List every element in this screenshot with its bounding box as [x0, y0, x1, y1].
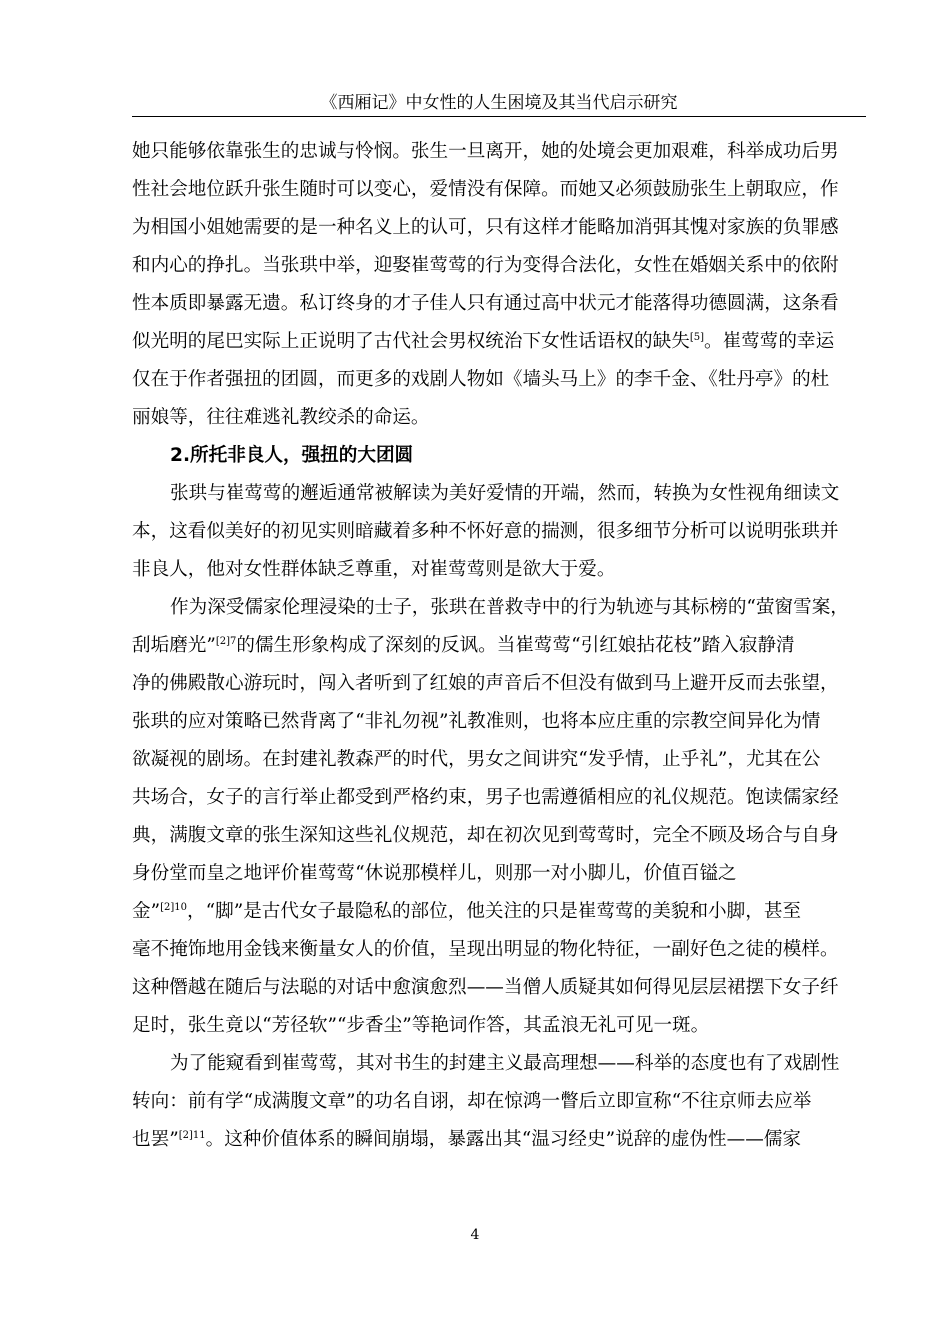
- text-line: 转向：前有学“成满腹文章”的功名自诩，却在惊鸿一瞥后立即宣称“不往京师去应举: [132, 1091, 812, 1112]
- text-line: 张珙的应对策略已然背离了“非礼勿视”礼教准则，也将本应庄重的宗教空间异化为情: [132, 711, 821, 732]
- text-line: 和内心的挣扎。当张珙中举，迎娶崔莺莺的行为变得合法化，女性在婚姻关系中的依附: [132, 255, 839, 276]
- citation: [2]10: [160, 902, 187, 913]
- text-line: 共场合，女子的言行举止都受到严格约束，男子也需遵循相应的礼仪规范。饱读儒家经: [132, 787, 839, 808]
- text-line: 金”$^{[2]10}$，“脚”是古代女子最隐私的部位，他关注的只是崔莺莺的美貌和小脚，甚至: [132, 901, 802, 922]
- text-line: 刮垢磨光”$^{[2]7}$的儒生形象构成了深刻的反讽。当崔莺莺“引红娘拈花枝”踏入寂静清: [132, 635, 795, 656]
- section-heading: 2.所托非良人，强扭的大团圆: [170, 445, 414, 466]
- text-line: 典，满腹文章的张生深知这些礼仪规范，却在初次见到莺莺时，完全不顾及场合与自身: [132, 825, 839, 846]
- text-line: 净的佛殿散心游玩时，闯入者听到了红娘的声音后不但没有做到马上避开反而去张望，: [132, 673, 839, 694]
- text-line: 作为深受儒家伦理浸染的士子，张珙在普救寺中的行为轨迹与其标榜的“萤窗雪案，: [170, 597, 849, 618]
- text-line: 本，这看似美好的初见实则暗藏着多种不怀好意的揣测，很多细节分析可以说明张珙并: [132, 521, 839, 542]
- text-line: 欲凝视的剧场。在封建礼教森严的时代，男女之间讲究“发乎情，止乎礼”，尤其在公: [132, 749, 821, 770]
- text-line: 足时，张生竟以“芳径软”“步香尘”等艳词作答，其孟浪无礼可见一斑。: [132, 1015, 710, 1036]
- text-line: 仅在于作者强扭的团圆，而更多的戏剧人物如《墙头马上》的李千金、《牡丹亭》的杜: [132, 369, 830, 390]
- text-line: 似光明的尾巴实际上正说明了古代社会男权统治下女性话语权的缺失[5]。崔莺莺的幸运: [132, 331, 835, 352]
- running-header: 《西厢记》中女性的人生困境及其当代启示研究: [320, 93, 678, 113]
- citation: [5]: [689, 332, 704, 343]
- text-line: 丽娘等，往往难逃礼教绞杀的命运。: [132, 407, 430, 428]
- text-line: 也罢”$^{[2]11}$。这种价值体系的瞬间崩塌，暴露出其“温习经史”说辞的虚伪性——儒家: [132, 1129, 802, 1150]
- text-line: 张珙与崔莺莺的邂逅通常被解读为美好爱情的开端，然而，转换为女性视角细读文: [170, 483, 840, 504]
- text-line: 她只能够依靠张生的忠诚与怜悯。张生一旦离开，她的处境会更加艰难，科举成功后男: [132, 141, 839, 162]
- text-line: 为相国小姐她需要的是一种名义上的认可，只有这样才能略加消弭其愧对家族的负罪感: [132, 217, 839, 238]
- text-line: 这种僭越在随后与法聪的对话中愈演愈烈——当僧人质疑其如何得见层层裙摆下女子纤: [132, 977, 839, 998]
- text-line: 性本质即暴露无遗。私订终身的才子佳人只有通过高中状元才能落得功德圆满，这条看: [132, 293, 839, 314]
- citation: [2]11: [178, 1130, 206, 1141]
- citation: [2]7: [215, 636, 237, 647]
- text-line: 为了能窥看到崔莺莺，其对书生的封建主义最高理想——科举的态度也有了戏剧性: [170, 1053, 840, 1074]
- header-divider: [132, 116, 866, 117]
- text-line: 毫不掩饰地用金钱来衡量女人的价值，呈现出明显的物化特征，一副好色之徒的模样。: [132, 939, 839, 960]
- page-number: 4: [470, 1227, 480, 1243]
- text-line: 性社会地位跃升张生随时可以变心，爱情没有保障。而她又必须鼓励张生上朝取应，作: [132, 179, 839, 200]
- text-line: 身份堂而皇之地评价崔莺莺“休说那模样儿，则那一对小脚儿，价值百镒之: [132, 863, 737, 884]
- text-line: 非良人，他对女性群体缺乏尊重，对崔莺莺则是欲大于爱。: [132, 559, 616, 580]
